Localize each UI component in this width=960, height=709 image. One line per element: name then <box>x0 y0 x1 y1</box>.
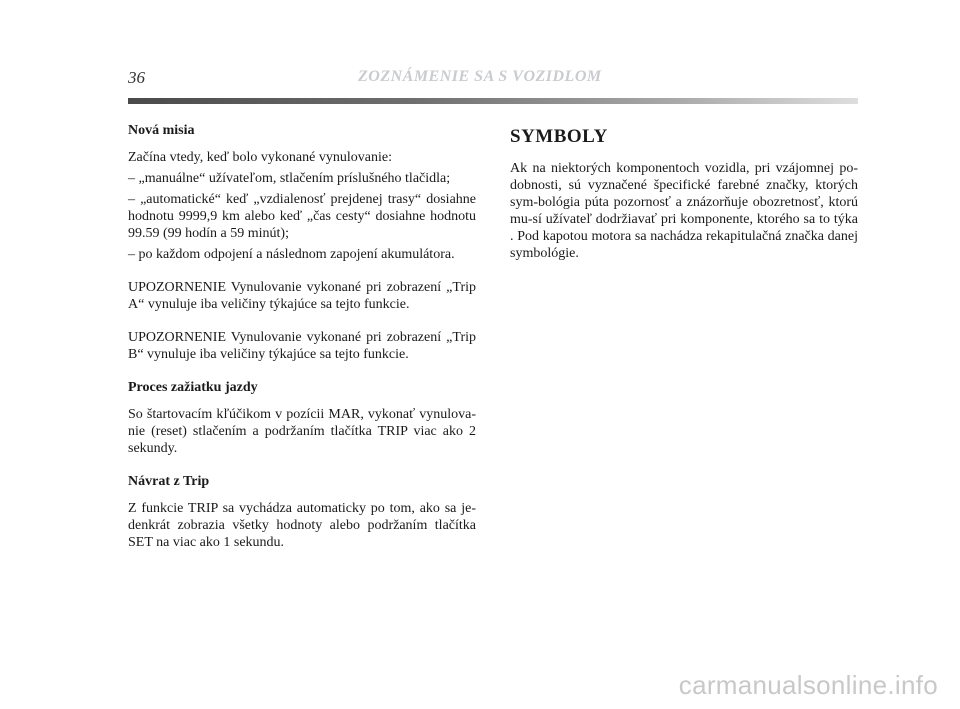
list-item: – „manuálne“ užívateľom, stlačením príslušného tlačidla; <box>128 171 451 186</box>
page-number: 36 <box>128 68 145 87</box>
warning-trip-a: UPOZORNENIE Vynulovanie vykonané pri zobrazení „Trip A“ vynuluje iba veličiny týkajúce sa tejto funkcie. <box>128 280 476 312</box>
section-intro: Začína vtedy, keď bolo vykonané vynulovanie: <box>128 150 392 165</box>
right-column <box>510 122 858 262</box>
watermark: carmanualsonline.info <box>678 670 938 700</box>
section-title-trip-start: Proces zažiatku jazdy <box>128 380 258 395</box>
list-item: – po každom odpojení a následnom zapojení akumulátora. <box>128 247 455 262</box>
left-column <box>128 122 476 551</box>
page-header <box>128 68 858 92</box>
symbols-heading: SYMBOLY <box>510 126 608 147</box>
running-title: ZOZNÁMENIE SA S VOZIDLOM <box>358 68 602 85</box>
list-item: – „automatické“ keď „vzdialenosť prejdenej trasy“ dosiahne hodnotu 9999,9 km alebo keď „čas cesty“ dosiahne hodnotu 99.59 (99 hodín a 59 minút); <box>128 192 476 241</box>
header-rule <box>128 98 858 104</box>
section-text-trip-start: So štartovacím kľúčikom v pozícii MAR, vykonať vynulova-nie (reset) stlačením a podržaním tlačítka TRIP viac ako 2 sekundy. <box>128 407 476 456</box>
section-title-return: Návrat z Trip <box>128 474 210 489</box>
section-text-return: Z funkcie TRIP sa vychádza automaticky po tom, ako sa je-denkrát zobrazia všetky hodnoty alebo podržaním tlačítka SET na viac ako 1 sekundu. <box>128 501 476 550</box>
symbols-text: Ak na niektorých komponentoch vozidla, pri vzájomnej po-dobnosti, sú vyznačené špecifické farebné značky, ktorých sym-bológia púta pozornosť a znázorňuje obozretnosť, ktorú mu-sí užívateľ dodržiavať pri komponente, ktorého sa to týka . Pod kapotou motora sa nachádza rekapitulačná značka danej symbológie. <box>510 161 858 261</box>
warning-trip-b: UPOZORNENIE Vynulovanie vykonané pri zobrazení „Trip B“ vynuluje iba veličiny týkajúce sa tejto funkcie. <box>128 330 476 362</box>
section-title-new-mission: Nová misia <box>128 123 195 138</box>
